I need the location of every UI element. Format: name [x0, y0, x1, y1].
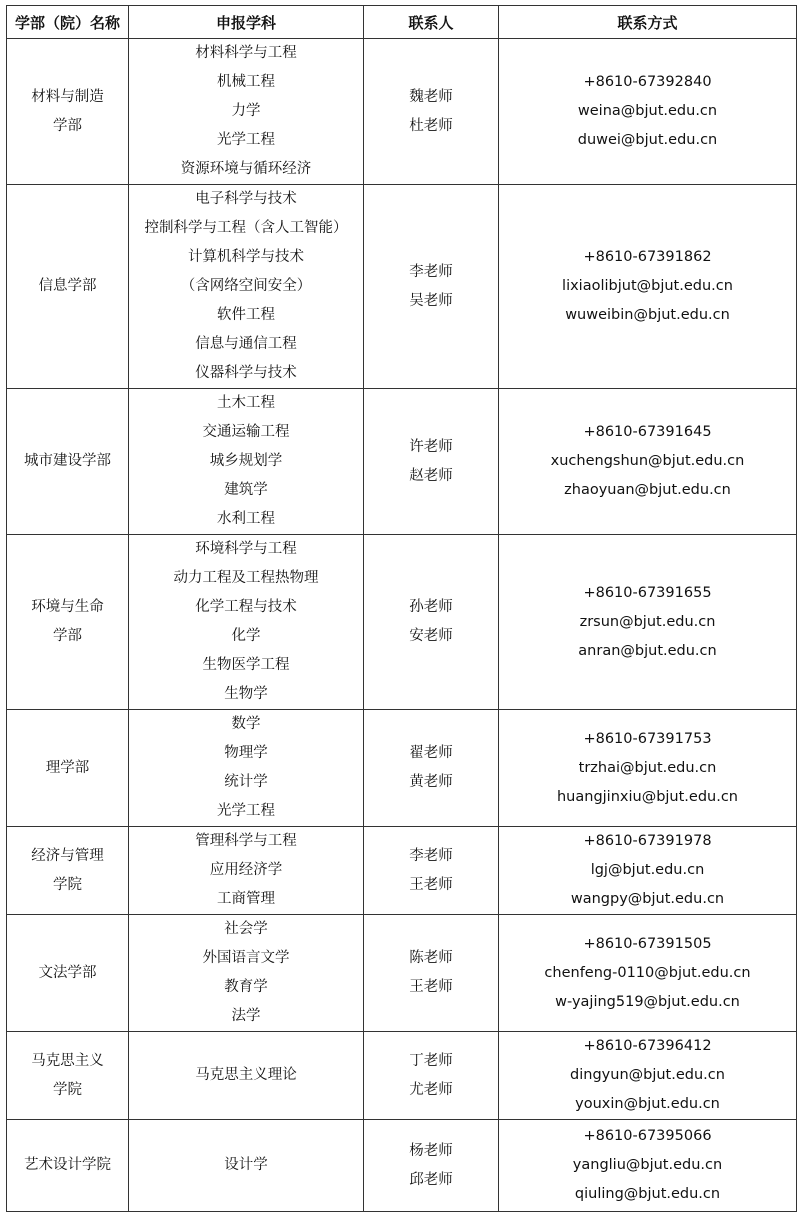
- email-link[interactable]: anran@bjut.edu.cn: [578, 642, 717, 659]
- email-link[interactable]: zhaoyuan@bjut.edu.cn: [564, 482, 731, 498]
- header-contact-info: 联系方式: [499, 6, 797, 39]
- table-row: [7, 1032, 797, 1120]
- email-link[interactable]: weina@bjut.edu.cn: [577, 103, 718, 119]
- department-cell: [7, 827, 129, 915]
- department-name: 学部: [53, 117, 82, 134]
- subject-item: 数学: [231, 716, 261, 732]
- email-link[interactable]: yangliu@bjut.edu.cn: [572, 1157, 723, 1173]
- subjects-cell: [129, 389, 364, 535]
- subject-item: 软件工程: [217, 307, 275, 323]
- contact-person: 尤老师: [409, 1081, 453, 1098]
- contact-person-cell: [364, 1120, 499, 1212]
- phone-number: +8610-67391978: [583, 833, 712, 849]
- contact-person-cell: [364, 710, 499, 827]
- department-name: 经济与管理: [31, 847, 104, 864]
- contact-info-cell: [499, 185, 797, 389]
- phone-number: +8610-67391505: [583, 935, 712, 952]
- contact-person: 孙老师: [409, 599, 453, 615]
- header-subjects: 申报学科: [129, 6, 364, 39]
- subject-item: 马克思主义理论: [195, 1067, 297, 1083]
- email-link[interactable]: w-yajing519@bjut.edu.cn: [555, 993, 740, 1010]
- subject-item: 水利工程: [217, 511, 275, 527]
- phone-number: +8610-67395066: [583, 1128, 712, 1144]
- department-name: 材料与制造: [31, 88, 104, 105]
- contact-info-cell: [499, 915, 797, 1032]
- phone-number: +8610-67391655: [583, 584, 712, 601]
- contact-info-cell: [499, 39, 797, 185]
- phone-number: +8610-67392840: [583, 74, 712, 90]
- subjects-cell: [129, 1032, 364, 1120]
- subject-item: 社会学: [224, 921, 268, 937]
- subject-item: 计算机科学与技术: [188, 249, 304, 265]
- subject-item: 城乡规划学: [209, 453, 283, 469]
- subject-item: 电子科学与技术: [195, 191, 297, 207]
- contact-person: 邱老师: [409, 1171, 453, 1188]
- subject-item: 建筑学: [224, 482, 268, 498]
- header-contact-person: 联系人: [364, 6, 499, 39]
- contact-info-cell: [499, 710, 797, 827]
- email-link[interactable]: wangpy@bjut.edu.cn: [570, 891, 725, 907]
- department-cell: [7, 535, 129, 710]
- email-link[interactable]: huangjinxiu@bjut.edu.cn: [556, 788, 738, 805]
- email-link[interactable]: dingyun@bjut.edu.cn: [570, 1067, 725, 1083]
- subjects-cell: [129, 710, 364, 827]
- subject-item: 材料科学与工程: [195, 45, 297, 61]
- subject-item: 机械工程: [217, 74, 275, 90]
- table-row: [7, 185, 797, 389]
- email-link[interactable]: youxin@bjut.edu.cn: [575, 1096, 720, 1112]
- email-link[interactable]: duwei@bjut.edu.cn: [577, 132, 718, 148]
- header-department: 学部（院）名称: [7, 6, 129, 39]
- department-name: 学院: [53, 1081, 82, 1098]
- email-link[interactable]: trzhai@bjut.edu.cn: [578, 759, 717, 776]
- subject-item: 统计学: [224, 774, 268, 790]
- contact-person-cell: [364, 915, 499, 1032]
- contact-person: 魏老师: [409, 88, 453, 105]
- subject-item: 力学: [231, 103, 261, 119]
- department-name: 马克思主义: [31, 1052, 104, 1069]
- subject-item: 动力工程及工程热物理: [173, 570, 319, 586]
- phone-number: +8610-67396412: [583, 1038, 712, 1054]
- contact-info-cell: [499, 1032, 797, 1120]
- contact-person: 陈老师: [409, 950, 453, 966]
- subject-item: 资源环境与循环经济: [180, 161, 312, 177]
- department-name: 环境与生命: [31, 599, 104, 615]
- subjects-cell: [129, 185, 364, 389]
- subject-item: 设计学: [224, 1157, 268, 1173]
- table-row: [7, 535, 797, 710]
- email-link[interactable]: wuweibin@bjut.edu.cn: [565, 307, 730, 323]
- contact-person: 杜老师: [409, 117, 453, 134]
- email-link[interactable]: qiuling@bjut.edu.cn: [574, 1186, 721, 1202]
- table-row: [7, 915, 797, 1032]
- department-name: 艺术设计学院: [24, 1157, 111, 1173]
- subject-item: 光学工程: [217, 803, 275, 819]
- contact-person-cell: [364, 535, 499, 710]
- subject-item: 环境科学与工程: [195, 541, 297, 557]
- phone-number: +8610-67391753: [583, 730, 712, 747]
- subject-item: 光学工程: [217, 132, 275, 148]
- subject-item: 法学: [231, 1008, 261, 1024]
- subjects-cell: [129, 535, 364, 710]
- department-name: 城市建设学部: [24, 453, 111, 469]
- subject-item: 生物学: [224, 686, 268, 702]
- subject-item: 生物医学工程: [202, 657, 290, 673]
- department-name: 学院: [53, 876, 82, 893]
- subject-item: 化学: [231, 628, 261, 644]
- department-cell: [7, 39, 129, 185]
- contact-person-cell: [364, 827, 499, 915]
- contact-person: 许老师: [409, 438, 453, 455]
- contact-person: 王老师: [409, 979, 453, 995]
- subject-item: 工商管理: [217, 891, 275, 907]
- contact-person: 李老师: [409, 847, 453, 864]
- contact-person: 丁老师: [409, 1052, 453, 1069]
- department-cell: [7, 185, 129, 389]
- subject-item: （含网络空间安全）: [180, 278, 312, 294]
- department-name: 学部: [53, 628, 82, 644]
- header-row: [7, 6, 797, 39]
- table-row: [7, 389, 797, 535]
- email-link[interactable]: zrsun@bjut.edu.cn: [579, 613, 716, 630]
- subject-item: 外国语言文学: [202, 950, 290, 966]
- contact-info-cell: [499, 827, 797, 915]
- subject-item: 应用经济学: [209, 862, 283, 878]
- subjects-cell: [129, 915, 364, 1032]
- contact-person: 杨老师: [409, 1142, 453, 1159]
- contact-person: 李老师: [409, 263, 453, 280]
- contact-person: 吴老师: [409, 292, 453, 309]
- contact-person: 翟老师: [409, 745, 453, 761]
- contact-person: 黄老师: [409, 774, 453, 790]
- contact-info-cell: [499, 389, 797, 535]
- contact-person-cell: [364, 389, 499, 535]
- department-cell: [7, 710, 129, 827]
- subject-item: 教育学: [224, 979, 268, 995]
- contact-person-cell: [364, 1032, 499, 1120]
- email-link[interactable]: lgj@bjut.edu.cn: [590, 862, 705, 878]
- subject-item: 交通运输工程: [202, 424, 290, 440]
- subjects-cell: [129, 827, 364, 915]
- contact-person: 赵老师: [409, 467, 453, 484]
- subject-item: 物理学: [224, 745, 268, 761]
- phone-number: +8610-67391645: [583, 424, 712, 440]
- contact-person: 安老师: [409, 628, 453, 644]
- subjects-cell: [129, 1120, 364, 1212]
- department-cell: [7, 915, 129, 1032]
- department-cell: [7, 1120, 129, 1212]
- subject-item: 土木工程: [217, 395, 275, 411]
- table-body: [7, 39, 797, 1212]
- email-link[interactable]: chenfeng-0110@bjut.edu.cn: [544, 964, 751, 981]
- subject-item: 化学工程与技术: [195, 599, 297, 615]
- department-name: 理学部: [45, 759, 90, 776]
- table-row: [7, 39, 797, 185]
- email-link[interactable]: lixiaolibjut@bjut.edu.cn: [562, 278, 733, 294]
- contact-person-cell: [364, 185, 499, 389]
- department-name: 文法学部: [38, 964, 97, 981]
- table-row: [7, 710, 797, 827]
- department-cell: [7, 389, 129, 535]
- contact-info-cell: [499, 535, 797, 710]
- subjects-cell: [129, 39, 364, 185]
- email-link[interactable]: xuchengshun@bjut.edu.cn: [550, 453, 745, 469]
- department-cell: [7, 1032, 129, 1120]
- subject-item: 管理科学与工程: [195, 833, 297, 849]
- subject-item: 信息与通信工程: [195, 336, 297, 352]
- department-name: 信息学部: [38, 278, 97, 294]
- subject-item: 仪器科学与技术: [195, 365, 297, 381]
- contact-person-cell: [364, 39, 499, 185]
- contact-person: 王老师: [409, 876, 453, 893]
- table-row: [7, 827, 797, 915]
- subject-item: 控制科学与工程（含人工智能）: [144, 220, 348, 236]
- table-row: [7, 1120, 797, 1212]
- contact-info-cell: [499, 1120, 797, 1212]
- phone-number: +8610-67391862: [583, 249, 712, 265]
- contact-table: [6, 5, 797, 1212]
